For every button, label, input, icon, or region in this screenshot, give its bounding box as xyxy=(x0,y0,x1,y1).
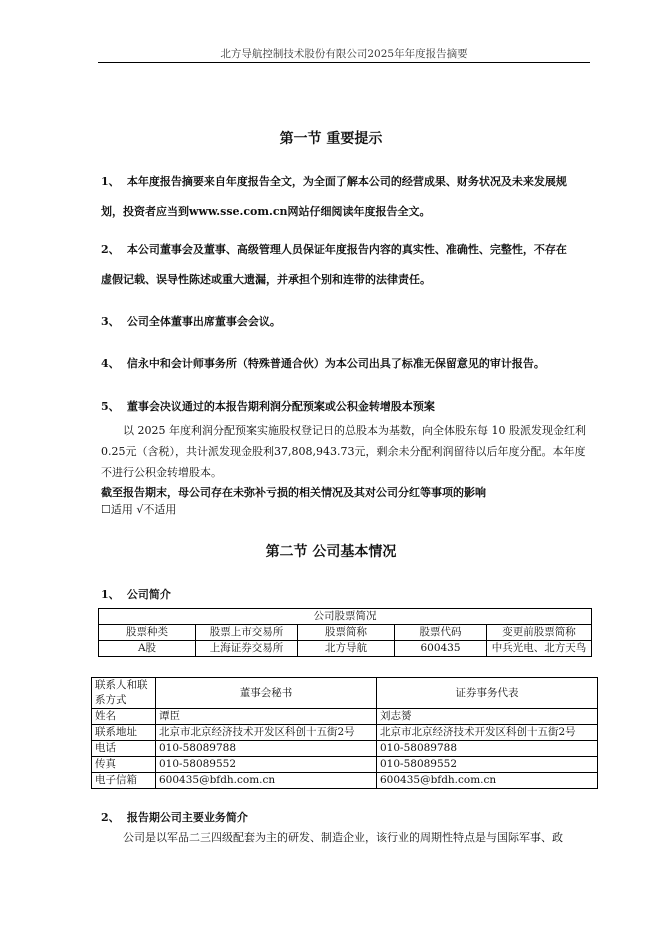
business-paragraph: 公司是以军品二三四级配套为主的研发、制造企业，该行业的周期性特点是与国际军事、政 xyxy=(123,831,563,844)
contact-header-representative: 证券事务代表 xyxy=(377,678,598,709)
contact-header-secretary: 董事会秘书 xyxy=(156,678,377,709)
item-3 xyxy=(101,307,591,337)
stock-header-abbr: 股票简称 xyxy=(298,625,395,641)
item-5-num: 5、 xyxy=(101,400,120,413)
running-header: 北方导航控制技术股份有限公司2025年年度报告摘要 xyxy=(220,48,468,60)
item-1-line1: 本年度报告摘要来自年度报告全文，为全面了解本公司的经营成果、财务状况及未来发展规 xyxy=(126,175,567,188)
section2-item-1 xyxy=(101,580,591,610)
contact-label-phone: 电话 xyxy=(92,741,156,757)
contact-representative-email: 600435@bfdh.com.cn xyxy=(377,773,598,789)
table-row xyxy=(92,709,598,725)
item-2 xyxy=(101,235,591,295)
item-2-line1: 本公司董事会及董事、高级管理人员保证年度报告内容的真实性、准确性、完整性，不存在 xyxy=(126,243,567,256)
contact-secretary-name: 谭臣 xyxy=(156,709,377,725)
section2-item-1-num: 1、 xyxy=(101,588,120,601)
contact-label-name: 姓名 xyxy=(92,709,156,725)
stock-header-exchange: 股票上市交易所 xyxy=(196,625,298,641)
section2-title: 第二节 公司基本情况 xyxy=(265,544,397,560)
loss-heading: 截至报告期末，母公司存在未弥补亏损的相关情况及其对公司分红等事项的影响 xyxy=(101,486,486,499)
item-4 xyxy=(101,349,591,379)
contact-label-email: 电子信箱 xyxy=(92,773,156,789)
stock-header-previous: 变更前股票简称 xyxy=(487,625,592,641)
section2-item-1-text: 公司简介 xyxy=(126,588,171,601)
contact-secretary-fax: 010-58089552 xyxy=(156,757,377,773)
contact-representative-address: 北京市北京经济技术开发区科创十五街2号 xyxy=(377,725,598,741)
table-row xyxy=(92,725,598,741)
stock-table-caption: 公司股票简况 xyxy=(99,609,592,625)
item-1-num: 1、 xyxy=(101,175,120,188)
section1-title: 第一节 重要提示 xyxy=(279,131,383,147)
item-1-line2: 划，投资者应当到www.sse.com.cn网站仔细阅读年度报告全文。 xyxy=(101,205,431,218)
table-row xyxy=(92,773,598,789)
stock-cell-exchange: 上海证券交易所 xyxy=(196,641,298,657)
stock-cell-code: 600435 xyxy=(395,641,487,657)
contact-secretary-address: 北京市北京经济技术开发区科创十五街2号 xyxy=(156,725,377,741)
contact-representative-fax: 010-58089552 xyxy=(377,757,598,773)
table-row xyxy=(92,741,598,757)
item-4-text: 信永中和会计师事务所（特殊普通合伙）为本公司出具了标准无保留意见的审计报告。 xyxy=(126,357,545,370)
item-2-num: 2、 xyxy=(101,243,120,256)
item-2-line2: 虚假记载、误导性陈述或重大遗漏，并承担个别和连带的法律责任。 xyxy=(101,273,431,286)
contact-secretary-phone: 010-58089788 xyxy=(156,741,377,757)
stock-cell-abbr: 北方导航 xyxy=(298,641,395,657)
dividend-paragraph: 以 2025 年度利润分配预案实施股权登记日的总股本为基数，向全体股东每 10 股派发现金红利 0.25元（含税），共计派发现金股利37,808,943.73元，剩余未分配利润留待以后年度分配。本年度不进行公积金转增股本。 xyxy=(101,424,586,479)
contact-label-fax: 传真 xyxy=(92,757,156,773)
contact-header-label: 联系人和联系方式 xyxy=(92,678,156,709)
stock-table xyxy=(98,608,592,657)
stock-header-code: 股票代码 xyxy=(395,625,487,641)
contact-representative-phone: 010-58089788 xyxy=(377,741,598,757)
contact-secretary-email: 600435@bfdh.com.cn xyxy=(156,773,377,789)
section2-item-2-text: 报告期公司主要业务简介 xyxy=(126,811,248,824)
stock-cell-type: A股 xyxy=(99,641,196,657)
item-3-text: 公司全体董事出席董事会会议。 xyxy=(126,315,281,328)
stock-header-type: 股票种类 xyxy=(99,625,196,641)
item-5-text: 董事会决议通过的本报告期利润分配预案或公积金转增股本预案 xyxy=(126,400,435,413)
stock-cell-previous: 中兵光电、北方天鸟 xyxy=(487,641,592,657)
item-5 xyxy=(101,392,591,422)
item-3-num: 3、 xyxy=(101,315,120,328)
contact-label-address: 联系地址 xyxy=(92,725,156,741)
applicable-checkbox-line: ☐适用 √不适用 xyxy=(101,503,177,516)
contact-representative-name: 刘志赟 xyxy=(377,709,598,725)
item-4-num: 4、 xyxy=(101,357,120,370)
item-1 xyxy=(101,167,591,227)
table-row xyxy=(92,757,598,773)
section2-item-2-num: 2、 xyxy=(101,811,120,824)
header-rule xyxy=(98,62,590,63)
contact-table xyxy=(91,677,598,789)
